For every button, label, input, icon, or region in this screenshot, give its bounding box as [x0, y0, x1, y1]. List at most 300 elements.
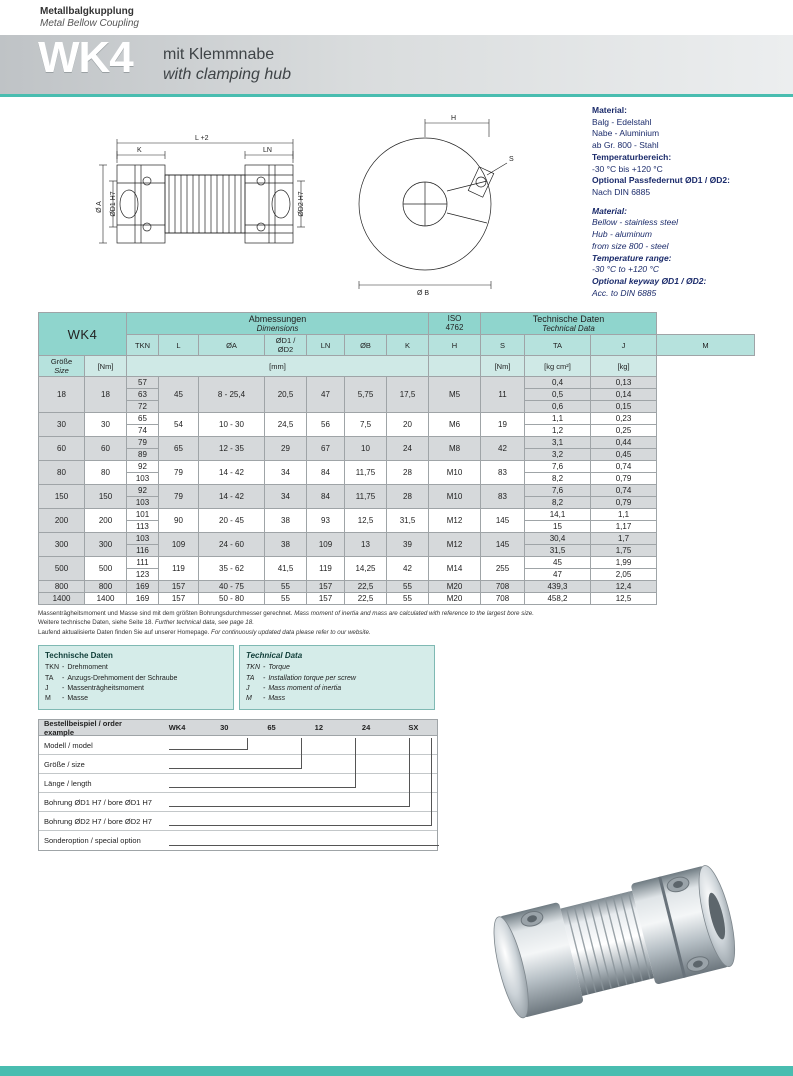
- cell-a: 45: [159, 377, 199, 413]
- cell-m: 0,44: [591, 437, 657, 449]
- material-de-3: ab Gr. 800 - Stahl: [592, 140, 659, 151]
- cell-l: 169: [127, 593, 159, 605]
- group-iso: ISO 4762: [429, 313, 481, 335]
- cell-ta: 145: [481, 509, 525, 533]
- cell-d1d2: 10 - 30: [199, 413, 265, 437]
- table-row: [39, 437, 755, 449]
- cell-s: M14: [429, 557, 481, 581]
- cell-b: 84: [307, 461, 345, 485]
- table-row: [39, 533, 755, 545]
- cell-size: 18: [39, 377, 85, 413]
- legend-de-title: Technische Daten: [45, 650, 113, 660]
- cell-m: 1,7: [591, 533, 657, 545]
- cell-m: 1,1: [591, 509, 657, 521]
- order-value-model: WK4: [168, 723, 186, 733]
- cell-j: 1,1: [525, 413, 591, 425]
- cell-h: 24: [387, 437, 429, 461]
- cell-ta: 255: [481, 557, 525, 581]
- cell-m: 0,74: [591, 461, 657, 473]
- cell-size: 60: [39, 437, 85, 461]
- legend-value: Masse: [67, 694, 88, 702]
- cell-k: 14,25: [345, 557, 387, 581]
- cell-ln: 34: [265, 485, 307, 509]
- material-notes: [592, 105, 787, 300]
- cell-h: 28: [387, 461, 429, 485]
- legend-dash: -: [62, 664, 65, 672]
- cell-k: 12,5: [345, 509, 387, 533]
- cell-size: 300: [39, 533, 85, 557]
- page-header: [0, 0, 793, 31]
- cell-a: 65: [159, 437, 199, 461]
- group-technical: [481, 313, 657, 335]
- table-row: [39, 593, 755, 605]
- cell-b: 109: [307, 533, 345, 557]
- cell-size: 1400: [39, 593, 85, 605]
- cell-l: 116: [127, 545, 159, 557]
- cell-d1d2: 14 - 42: [199, 461, 265, 485]
- order-row-label: Größe / size: [44, 759, 85, 769]
- legend-value: Drehmoment: [67, 664, 108, 672]
- cell-l: 169: [127, 581, 159, 593]
- note-2-de: Weitere technische Daten, siehe Seite 18.: [38, 619, 154, 627]
- cell-j: 439,3: [525, 581, 591, 593]
- legend-en-title: Technical Data: [246, 650, 303, 660]
- cell-h: 28: [387, 485, 429, 509]
- order-value-option: SX: [408, 723, 419, 733]
- cell-d1d2: 50 - 80: [199, 593, 265, 605]
- cell-tkn: 60: [85, 437, 127, 461]
- cell-j: 0,5: [525, 389, 591, 401]
- cell-ln: 55: [265, 593, 307, 605]
- cell-j: 7,6: [525, 485, 591, 497]
- legend-row: [45, 674, 180, 684]
- keyway-de: Nach DIN 6885: [592, 187, 651, 198]
- dim-label-D2: ØD2 H7: [298, 191, 305, 217]
- cell-j: 3,2: [525, 449, 591, 461]
- material-en-3: from size 800 - steel: [592, 240, 669, 251]
- keyway-en: Acc. to DIN 6885: [592, 287, 657, 298]
- cell-l: 72: [127, 401, 159, 413]
- legend-value: Massenträgheitsmoment: [67, 684, 144, 692]
- legend-row: [45, 663, 180, 673]
- legend-dash: -: [263, 684, 266, 692]
- legend-dash: -: [62, 674, 65, 682]
- cell-l: 92: [127, 485, 159, 497]
- footer-accent-bar: [0, 1066, 793, 1076]
- order-row-label: Sonderoption / special option: [44, 836, 141, 846]
- legend-row: [45, 684, 180, 694]
- model-subtitle: [163, 45, 291, 85]
- order-row-size: [39, 755, 437, 774]
- cell-k: 5,75: [345, 377, 387, 413]
- cell-ta: 708: [481, 593, 525, 605]
- legend-row: [246, 674, 359, 684]
- cell-m: 2,05: [591, 569, 657, 581]
- cell-l: 65: [127, 413, 159, 425]
- cell-m: 0,79: [591, 473, 657, 485]
- legend-en: [239, 645, 435, 710]
- cell-tkn: 18: [85, 377, 127, 413]
- order-row-label: Bohrung ØD1 H7 / bore ØD1 H7: [44, 797, 152, 807]
- legend-dash: -: [62, 684, 65, 692]
- cell-tkn: 30: [85, 413, 127, 437]
- cell-l: 111: [127, 557, 159, 569]
- group-dimensions: [127, 313, 429, 335]
- cell-ta: 83: [481, 485, 525, 509]
- dim-label-K: K: [137, 147, 142, 154]
- cell-l: 103: [127, 473, 159, 485]
- order-row-label: Länge / length: [44, 778, 92, 788]
- legend-area: [38, 645, 438, 710]
- legend-row: [246, 684, 359, 694]
- cell-ln: 29: [265, 437, 307, 461]
- legend-key: J: [45, 684, 49, 692]
- cell-tkn: 200: [85, 509, 127, 533]
- cell-l: 103: [127, 497, 159, 509]
- cell-m: 0,74: [591, 485, 657, 497]
- cell-b: 56: [307, 413, 345, 437]
- note-3-de: Laufend aktualisierte Daten finden Sie auf unserer Homepage.: [38, 628, 210, 636]
- cell-j: 31,5: [525, 545, 591, 557]
- cell-ln: 38: [265, 509, 307, 533]
- legend-value: Installation torque per screw: [268, 674, 356, 682]
- cell-j: 0,4: [525, 377, 591, 389]
- dim-label-LN: LN: [263, 147, 272, 154]
- order-value-size: 30: [220, 723, 229, 733]
- cell-m: 0,13: [591, 377, 657, 389]
- cell-tkn: 300: [85, 533, 127, 557]
- cell-m: 12,5: [591, 593, 657, 605]
- dim-label-B: Ø B: [417, 290, 430, 297]
- unit-j: [kg cm²]: [525, 356, 591, 377]
- group-dimensions-en: Dimensions: [256, 324, 299, 333]
- legend-key: J: [246, 684, 250, 692]
- cell-ta: 83: [481, 461, 525, 485]
- table-row: [39, 377, 755, 389]
- order-row-bore2: [39, 812, 437, 831]
- temp-de: -30 °C bis +120 °C: [592, 163, 663, 174]
- table-row: [39, 509, 755, 521]
- footnotes: [38, 609, 758, 637]
- cell-l: 123: [127, 569, 159, 581]
- col-size: [39, 356, 85, 377]
- cell-l: 57: [127, 377, 159, 389]
- cell-ta: 11: [481, 377, 525, 413]
- material-heading-de: Material:: [592, 105, 627, 115]
- cell-s: M12: [429, 509, 481, 533]
- cell-a: 119: [159, 557, 199, 581]
- col-a: ØA: [199, 335, 265, 356]
- cell-ln: 38: [265, 533, 307, 557]
- cell-ln: 24,5: [265, 413, 307, 437]
- cell-m: 0,79: [591, 497, 657, 509]
- note-1-de: Massenträgheitsmoment und Masse sind mit dem größten Bohrungsdurchmesser gerechnet.: [38, 610, 293, 617]
- cell-l: 101: [127, 509, 159, 521]
- cell-b: 119: [307, 557, 345, 581]
- cell-d1d2: 8 - 25,4: [199, 377, 265, 413]
- dim-label-H: H: [451, 115, 457, 122]
- table-column-header-row: [39, 335, 755, 356]
- cell-tkn: 800: [85, 581, 127, 593]
- temp-heading-en: Temperature range:: [592, 252, 672, 263]
- cell-m: 12,4: [591, 581, 657, 593]
- legend-row: [246, 663, 359, 673]
- cell-tkn: 1400: [85, 593, 127, 605]
- legend-dash: -: [263, 664, 266, 672]
- cell-a: 157: [159, 581, 199, 593]
- cell-j: 3,1: [525, 437, 591, 449]
- cell-a: 90: [159, 509, 199, 533]
- legend-dash: -: [263, 694, 266, 702]
- cell-d1d2: 14 - 42: [199, 485, 265, 509]
- cell-ln: 20,5: [265, 377, 307, 413]
- legend-row: [45, 694, 180, 704]
- col-s: S: [481, 335, 525, 356]
- group-technical-en: Technical Data: [542, 324, 595, 333]
- unit-ta: [Nm]: [481, 356, 525, 377]
- cell-s: M20: [429, 581, 481, 593]
- specifications-table: [38, 312, 755, 605]
- cell-s: M10: [429, 485, 481, 509]
- cell-l: 74: [127, 425, 159, 437]
- table-row: [39, 557, 755, 569]
- cell-m: 1,75: [591, 545, 657, 557]
- title-banner: [0, 35, 793, 97]
- cell-tkn: 500: [85, 557, 127, 581]
- legend-value: Anzugs-Drehmoment der Schraube: [67, 674, 178, 682]
- cell-b: 93: [307, 509, 345, 533]
- cell-ln: 55: [265, 581, 307, 593]
- note-1-en: Mass moment of inertia and mass are calculated with reference to the largest bore size.: [294, 610, 534, 617]
- dim-label-L: L +2: [195, 135, 209, 142]
- cell-k: 11,75: [345, 485, 387, 509]
- cell-d1d2: 35 - 62: [199, 557, 265, 581]
- cell-m: 0,15: [591, 401, 657, 413]
- cell-a: 157: [159, 593, 199, 605]
- cell-b: 157: [307, 581, 345, 593]
- product-photo: [480, 838, 780, 1058]
- col-size-en: Size: [54, 366, 69, 375]
- table-body: [39, 377, 755, 605]
- legend-value: Mass: [268, 694, 286, 702]
- cell-s: M8: [429, 437, 481, 461]
- cell-m: 0,14: [591, 389, 657, 401]
- cell-ta: 19: [481, 413, 525, 437]
- dim-label-D1: ØD1 H7: [110, 191, 117, 217]
- cell-h: 39: [387, 533, 429, 557]
- legend-dash: -: [62, 694, 65, 702]
- cell-k: 22,5: [345, 593, 387, 605]
- group-technical-de: Technische Daten: [532, 314, 605, 324]
- cell-j: 14,1: [525, 509, 591, 521]
- product-family-en: Metal Bellow Coupling: [40, 18, 139, 29]
- col-k: K: [387, 335, 429, 356]
- cell-j: 7,6: [525, 461, 591, 473]
- cell-j: 15: [525, 521, 591, 533]
- cell-ln: 41,5: [265, 557, 307, 581]
- cell-ln: 34: [265, 461, 307, 485]
- temp-en: -30 °C to +120 °C: [592, 264, 660, 275]
- material-en-1: Bellow - stainless steel: [592, 217, 678, 228]
- col-d1d2: ØD1 / ØD2: [265, 335, 307, 356]
- legend-value: Torque: [268, 664, 290, 672]
- legend-key: M: [246, 694, 252, 702]
- cell-k: 13: [345, 533, 387, 557]
- material-en-2: Hub - aluminum: [592, 229, 652, 240]
- legend-key: TKN: [45, 664, 59, 672]
- order-row-bore1: [39, 793, 437, 812]
- cell-d1d2: 40 - 75: [199, 581, 265, 593]
- dim-label-A: Ø A: [96, 201, 103, 213]
- legend-key: TA: [246, 674, 255, 682]
- cell-j: 0,6: [525, 401, 591, 413]
- table-group-header-row: [39, 313, 755, 335]
- cell-s: M6: [429, 413, 481, 437]
- order-row-label: Modell / model: [44, 740, 93, 750]
- order-example-box: [38, 719, 438, 851]
- cell-b: 84: [307, 485, 345, 509]
- cell-d1d2: 12 - 35: [199, 437, 265, 461]
- keyway-heading-de: Optional Passfedernut ØD1 / ØD2:: [592, 175, 730, 186]
- product-family-de: Metallbalgkupplung: [40, 6, 134, 17]
- cell-j: 47: [525, 569, 591, 581]
- unit-mm: [mm]: [127, 356, 429, 377]
- order-row-model: [39, 736, 437, 755]
- cell-k: 22,5: [345, 581, 387, 593]
- cell-k: 11,75: [345, 461, 387, 485]
- cell-ta: 708: [481, 581, 525, 593]
- cell-size: 200: [39, 509, 85, 533]
- cell-a: 79: [159, 461, 199, 485]
- table-row: [39, 413, 755, 425]
- col-b: ØB: [345, 335, 387, 356]
- cell-l: 63: [127, 389, 159, 401]
- cell-h: 31,5: [387, 509, 429, 533]
- table-row: [39, 461, 755, 473]
- table-unit-row: [39, 356, 755, 377]
- cell-h: 55: [387, 581, 429, 593]
- order-value-bore2: 24: [361, 723, 371, 733]
- temp-heading-de: Temperaturbereich:: [592, 151, 672, 162]
- cell-tkn: 80: [85, 461, 127, 485]
- legend-key: TA: [45, 674, 54, 682]
- col-tkn: TKN: [127, 335, 159, 356]
- note-2-en: Further technical data, see page 18.: [154, 619, 254, 627]
- cell-m: 0,25: [591, 425, 657, 437]
- cell-j: 8,2: [525, 473, 591, 485]
- cell-s: M20: [429, 593, 481, 605]
- cell-l: 92: [127, 461, 159, 473]
- material-de-2: Nabe - Aluminium: [592, 128, 660, 139]
- coupling-drawing: [95, 103, 575, 308]
- cell-b: 47: [307, 377, 345, 413]
- model-name: WK4: [38, 33, 133, 82]
- note-3-en: For continuously updated data please refer to our website.: [211, 628, 371, 636]
- cell-j: 45: [525, 557, 591, 569]
- order-header-row: [39, 720, 437, 736]
- cell-tkn: 150: [85, 485, 127, 509]
- cell-j: 8,2: [525, 497, 591, 509]
- cell-size: 150: [39, 485, 85, 509]
- cell-b: 67: [307, 437, 345, 461]
- legend-row: [246, 694, 359, 704]
- unit-tkn: [Nm]: [85, 356, 127, 377]
- group-dimensions-de: Abmessungen: [248, 314, 307, 324]
- order-row-option: [39, 831, 437, 850]
- order-row-label: Bohrung ØD2 H7 / bore ØD2 H7: [44, 816, 152, 826]
- cell-j: 1,2: [525, 425, 591, 437]
- col-m: M: [657, 335, 755, 356]
- model-subtitle-en: with clamping hub: [163, 66, 292, 83]
- cell-k: 10: [345, 437, 387, 461]
- cell-l: 79: [127, 437, 159, 449]
- cell-size: 80: [39, 461, 85, 485]
- keyway-heading-en: Optional keyway ØD1 / ØD2:: [592, 276, 707, 287]
- unit-m: [kg]: [591, 356, 657, 377]
- table-row: [39, 581, 755, 593]
- order-value-bore1: 12: [314, 723, 323, 733]
- legend-value: Mass moment of inertia: [268, 684, 342, 692]
- col-j: J: [591, 335, 657, 356]
- cell-b: 157: [307, 593, 345, 605]
- cell-m: 1,17: [591, 521, 657, 533]
- technical-drawing-area: [0, 97, 793, 312]
- cell-h: 55: [387, 593, 429, 605]
- cell-j: 458,2: [525, 593, 591, 605]
- cell-size: 500: [39, 557, 85, 581]
- material-heading-en: Material:: [592, 205, 627, 216]
- cell-j: 30,4: [525, 533, 591, 545]
- cell-d1d2: 20 - 45: [199, 509, 265, 533]
- col-size-de: Größe: [50, 357, 73, 366]
- unit-s: [429, 356, 481, 377]
- cell-a: 109: [159, 533, 199, 557]
- order-value-length: 65: [267, 723, 276, 733]
- table-title: WK4: [39, 313, 127, 356]
- cell-size: 800: [39, 581, 85, 593]
- cell-a: 54: [159, 413, 199, 437]
- cell-m: 0,23: [591, 413, 657, 425]
- col-ln: LN: [307, 335, 345, 356]
- cell-l: 89: [127, 449, 159, 461]
- col-h: H: [429, 335, 481, 356]
- cell-size: 30: [39, 413, 85, 437]
- legend-de: [38, 645, 234, 710]
- order-row-length: [39, 774, 437, 793]
- cell-a: 79: [159, 485, 199, 509]
- cell-m: 0,45: [591, 449, 657, 461]
- cell-m: 1,99: [591, 557, 657, 569]
- cell-l: 103: [127, 533, 159, 545]
- order-header-label: Bestellbeispiel / order example: [44, 718, 122, 737]
- legend-key: M: [45, 694, 51, 702]
- cell-s: M12: [429, 533, 481, 557]
- legend-dash: -: [263, 674, 266, 682]
- cell-h: 20: [387, 413, 429, 437]
- cell-ta: 42: [481, 437, 525, 461]
- model-subtitle-de: mit Klemmnabe: [163, 46, 275, 63]
- cell-k: 7,5: [345, 413, 387, 437]
- cell-ta: 145: [481, 533, 525, 557]
- table-row: [39, 485, 755, 497]
- col-ta: TA: [525, 335, 591, 356]
- cell-h: 42: [387, 557, 429, 581]
- cell-d1d2: 24 - 60: [199, 533, 265, 557]
- legend-key: TKN: [246, 664, 260, 672]
- cell-s: M10: [429, 461, 481, 485]
- cell-h: 17,5: [387, 377, 429, 413]
- col-l: L: [159, 335, 199, 356]
